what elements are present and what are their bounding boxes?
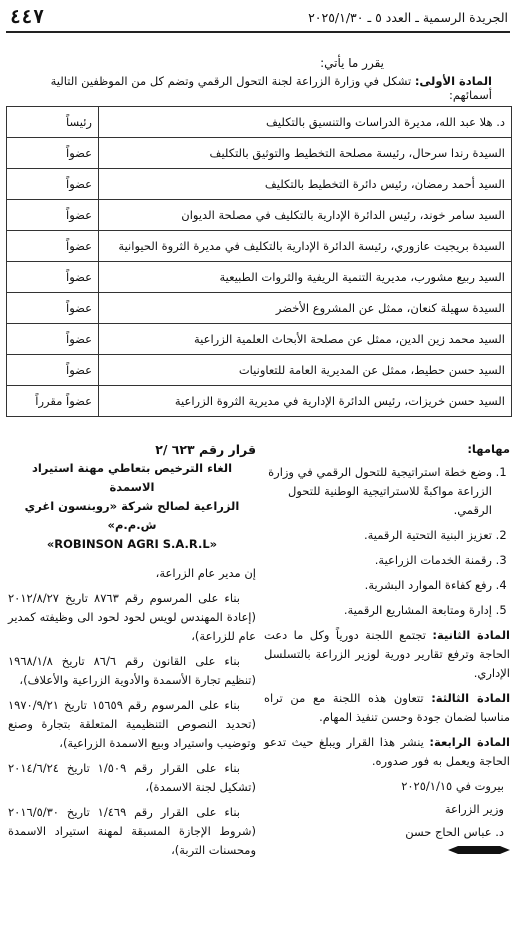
- recital: بناء على القرار رقم ١/٥٠٩ تاريخ ٢٠١٤/٦/٢٤ (تشكيل لجنة الاسمدة)،: [8, 761, 256, 794]
- decision-title-line-1: الغاء الترخيص بتعاطي مهنة استيراد الاسمدة: [31, 461, 233, 494]
- members-table: [6, 106, 512, 417]
- table-row: [7, 200, 512, 231]
- member-role: عضواً: [7, 200, 99, 231]
- list-item: 2. تعزيز البنية التحتية الرقمية.: [264, 526, 492, 545]
- member-role: عضواً مقرراً: [7, 386, 99, 417]
- member-name: السيد أحمد رمضان، رئيس دائرة التخطيط بالتكليف: [99, 169, 512, 200]
- end-divider-icon: [448, 846, 510, 854]
- page-header: [6, 8, 510, 30]
- header-rule: [6, 31, 510, 33]
- right-column: [264, 440, 510, 854]
- member-role: عضواً: [7, 293, 99, 324]
- article-3: [264, 689, 510, 727]
- recital: بناء على المرسوم رقم ٨٧٦٣ تاريخ ٢٠١٢/٨/٢٧ (إعادة المهندس لويس لحود لحود الى وظيفته كمدير عام للزراعة)،: [8, 591, 256, 643]
- decision-number: قرار رقم ٦٢٣ /٢: [155, 442, 256, 457]
- recital: بناء على القرار رقم ١/٤٦٩ تاريخ ٢٠١٦/٥/٣٠ (شروط الإجازة المسبقة لمهنة استيراد الاسمدة ومحسنات التربة)،: [8, 805, 256, 857]
- member-name: السيد حسن حطيط، ممثل عن المديرية العامة للتعاونيات: [99, 355, 512, 386]
- list-item: 3. رقمنة الخدمات الزراعية.: [264, 551, 492, 570]
- member-role: عضواً: [7, 324, 99, 355]
- member-role: رئيساً: [7, 107, 99, 138]
- member-name: د. هلا عبد الله، مديرة الدراسات والتنسيق بالتكليف: [99, 107, 512, 138]
- article-4-label: المادة الرابعة:: [429, 735, 510, 749]
- intro-line: يقرر ما يأتي:: [320, 56, 384, 70]
- tasks-heading: مهامها:: [467, 442, 510, 456]
- signer-name: د. عباس الحاج حسن: [405, 825, 504, 839]
- member-name: السيدة رندا سرحال، رئيسة مصلحة التخطيط والتوثيق بالتكليف: [99, 138, 512, 169]
- list-item: 4. رفع كفاءة الموارد البشرية.: [264, 576, 492, 595]
- page-number: ٤٤٧: [10, 6, 45, 28]
- member-name: السيدة سهيلة كنعان، ممثل عن المشروع الأخضر: [99, 293, 512, 324]
- table-row: [7, 386, 512, 417]
- salutation: إن مدير عام الزراعة،: [155, 566, 256, 580]
- article-2-text: تجتمع اللجنة دورياً وكل ما دعت الحاجة وترفع تقارير دورية لوزير الزراعة بالتسلسل الإداري.: [264, 628, 510, 680]
- signature-date: بيروت في ٢٠٢٥/١/١٥: [401, 779, 504, 793]
- member-role: عضواً: [7, 262, 99, 293]
- member-name: السيد حسن خريزات، رئيس الدائرة الإدارية في مديرية الثروة الزراعية: [99, 386, 512, 417]
- table-row: [7, 169, 512, 200]
- left-column: [8, 440, 256, 866]
- company-latin-name: «ROBINSON AGRI S.A.R.L»: [46, 537, 218, 551]
- member-role: عضواً: [7, 169, 99, 200]
- member-role: عضواً: [7, 231, 99, 262]
- table-row: [7, 324, 512, 355]
- table-row: [7, 231, 512, 262]
- decision-title-line-2: الزراعية لصالح شركة «روبنسون اغري ش.م.م»: [24, 499, 240, 532]
- member-role: عضواً: [7, 355, 99, 386]
- article-1-text: تشكل في وزارة الزراعة لجنة التحول الرقمي وتضم كل من الموظفين التالية أسمائهم:: [50, 74, 492, 102]
- table-row: [7, 355, 512, 386]
- table-row: [7, 107, 512, 138]
- signer-title: وزير الزراعة: [444, 802, 504, 816]
- article-1-label: المادة الأولى:: [414, 74, 492, 88]
- member-name: السيدة بريجيت عازوري، رئيسة الدائرة الإدارية بالتكليف في مديرة الثروة الحيوانية: [99, 231, 512, 262]
- article-3-label: المادة الثالثة:: [431, 691, 511, 705]
- article-4-text: ينشر هذا القرار ويبلغ حيث تدعو الحاجة ويعمل به فور صدوره.: [264, 735, 510, 768]
- table-row: [7, 293, 512, 324]
- recital: بناء على القانون رقم ٨٦/٦ تاريخ ١٩٦٨/١/٨ (تنظيم تجارة الأسمدة والأدوية الزراعية والأعلاف)،: [8, 654, 256, 687]
- member-name: السيد محمد زين الدين، ممثل عن مصلحة الأبحاث العلمية الزراعية: [99, 324, 512, 355]
- table-row: [7, 138, 512, 169]
- article-1: [12, 74, 492, 102]
- article-2: [264, 626, 510, 683]
- article-3-text: تتعاون هذه اللجنة مع من تراه مناسبا لضمان جودة وحسن تنفيذ المهام.: [264, 691, 510, 724]
- member-role: عضواً: [7, 138, 99, 169]
- recital: بناء على المرسوم رقم ١٥٦٥٩ تاريخ ١٩٧٠/٩/٢١ (تحديد النصوص التنظيمية المتعلقة بتجارة وصنع وتوضيب واستيراد وبيع الاسمدة الزراعية)،: [8, 698, 256, 750]
- member-name: السيد سامر خوند، رئيس الدائرة الإدارية بالتكليف في مصلحة الديوان: [99, 200, 512, 231]
- article-2-label: المادة الثانية:: [432, 628, 510, 642]
- member-name: السيد ربيع مشورب، مديرية التنمية الريفية والثروات الطبيعية: [99, 262, 512, 293]
- article-4: [264, 733, 510, 771]
- gazette-title: الجريدة الرسمية ـ العدد ٥ ـ ٢٠٢٥/١/٣٠: [308, 10, 508, 25]
- list-item: 1. وضع خطة استراتيجية للتحول الرقمي في وزارة الزراعة مواكبةً للاستراتيجية الوطنية للتحول الرقمي.: [264, 463, 492, 520]
- tasks-list: [264, 463, 510, 620]
- table-row: [7, 262, 512, 293]
- list-item: 5. إدارة ومتابعة المشاريع الرقمية.: [264, 601, 492, 620]
